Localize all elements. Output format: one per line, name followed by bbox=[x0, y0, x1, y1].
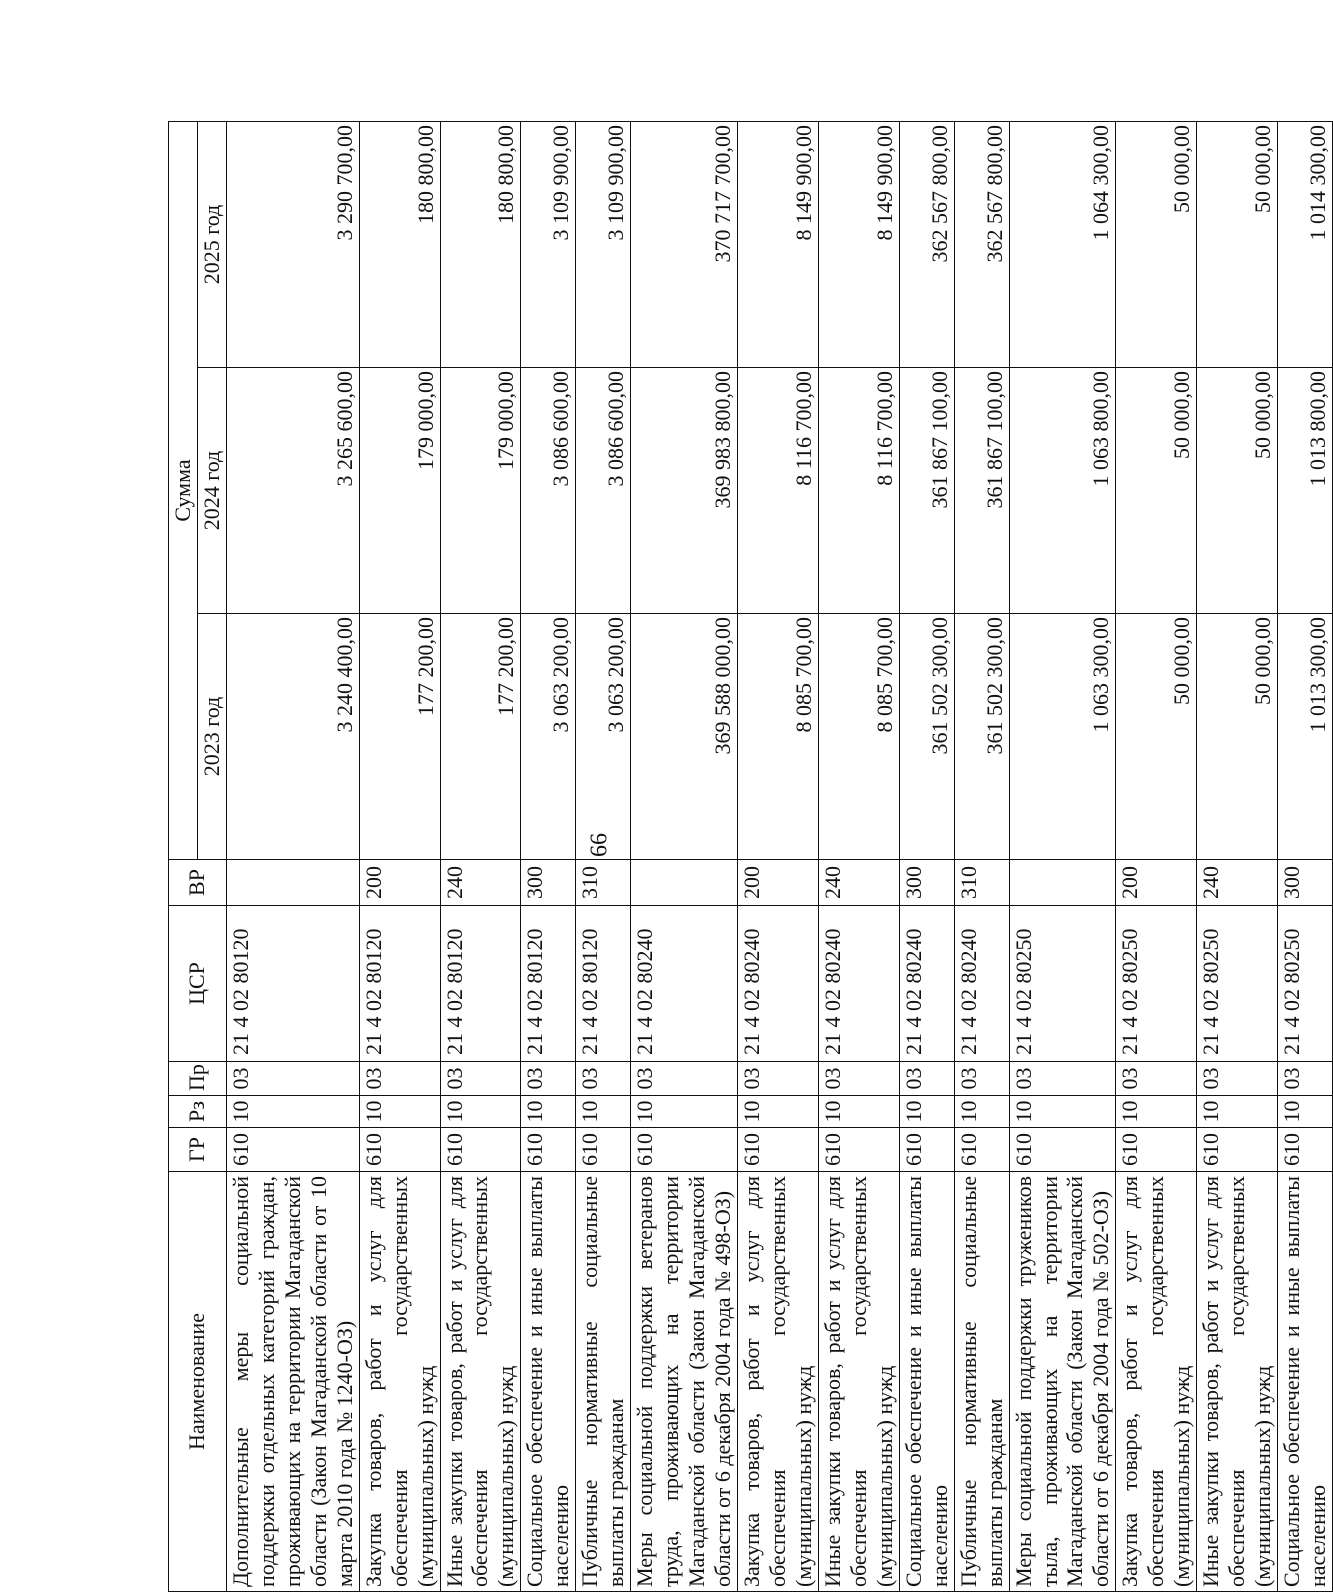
row-name: Социальное обеспечение и иные выплаты населению bbox=[899, 1172, 954, 1592]
row-vr: 310 bbox=[576, 860, 631, 906]
row-csr: 21 4 02 80250 bbox=[1116, 906, 1197, 1062]
row-csr: 21 4 02 80240 bbox=[738, 906, 819, 1062]
row-vr: 200 bbox=[359, 860, 440, 906]
row-vr: 240 bbox=[440, 860, 521, 906]
row-sum-2024: 3 086 600,00 bbox=[576, 368, 631, 614]
row-sum-2024: 3 265 600,00 bbox=[226, 368, 359, 614]
row-sum-2023: 50 000,00 bbox=[1116, 614, 1197, 860]
row-name: Меры социальной поддержки ветеранов труда, проживающих на территории Магаданской области (Закон Магаданской области от 6 декабря 2004 года № 498-ОЗ) bbox=[631, 1172, 738, 1592]
header-sum: Сумма bbox=[169, 122, 198, 860]
row-sum-2025: 362 567 800,00 bbox=[899, 122, 954, 368]
row-gr: 610 bbox=[359, 1128, 440, 1172]
row-rz: 10 bbox=[738, 1096, 819, 1128]
row-sum-2024: 179 000,00 bbox=[359, 368, 440, 614]
row-sum-2023: 361 502 300,00 bbox=[899, 614, 954, 860]
row-vr: 300 bbox=[899, 860, 954, 906]
row-pr: 03 bbox=[1116, 1062, 1197, 1096]
row-sum-2025: 1 064 300,00 bbox=[1009, 122, 1116, 368]
rotated-table-container bbox=[168, 122, 1331, 1592]
row-name: Иные закупки товаров, работ и услуг для обеспечения государственных (муниципальных) нужд bbox=[1197, 1172, 1278, 1592]
row-rz: 10 bbox=[576, 1096, 631, 1128]
table-row bbox=[631, 122, 738, 1592]
row-csr: 21 4 02 80240 bbox=[631, 906, 738, 1062]
table-row bbox=[899, 122, 954, 1592]
header-vr: ВР bbox=[169, 860, 227, 906]
row-name: Закупка товаров, работ и услуг для обеспечения государственных (муниципальных) нужд bbox=[359, 1172, 440, 1592]
row-sum-2024: 50 000,00 bbox=[1116, 368, 1197, 614]
row-rz: 10 bbox=[1116, 1096, 1197, 1128]
row-csr: 21 4 02 80240 bbox=[954, 906, 1009, 1062]
row-gr: 610 bbox=[738, 1128, 819, 1172]
row-gr: 610 bbox=[1197, 1128, 1278, 1172]
row-sum-2024: 369 983 800,00 bbox=[631, 368, 738, 614]
table-row bbox=[954, 122, 1009, 1592]
row-csr: 21 4 02 80250 bbox=[1009, 906, 1116, 1062]
row-vr: 200 bbox=[738, 860, 819, 906]
row-sum-2025: 362 567 800,00 bbox=[954, 122, 1009, 368]
row-vr: 310 bbox=[954, 860, 1009, 906]
row-csr: 21 4 02 80120 bbox=[359, 906, 440, 1062]
table-row bbox=[818, 122, 899, 1592]
row-sum-2023: 177 200,00 bbox=[440, 614, 521, 860]
row-gr: 610 bbox=[818, 1128, 899, 1172]
table-row bbox=[1278, 122, 1333, 1592]
row-sum-2023: 3 063 200,00 bbox=[521, 614, 576, 860]
table-row bbox=[1197, 122, 1278, 1592]
row-sum-2025: 3 109 900,00 bbox=[521, 122, 576, 368]
row-csr: 21 4 02 80240 bbox=[899, 906, 954, 1062]
row-sum-2025: 50 000,00 bbox=[1116, 122, 1197, 368]
header-gr: ГР bbox=[169, 1128, 227, 1172]
row-rz: 10 bbox=[521, 1096, 576, 1128]
row-sum-2025: 3 109 900,00 bbox=[576, 122, 631, 368]
row-sum-2023: 50 000,00 bbox=[1197, 614, 1278, 860]
row-rz: 10 bbox=[226, 1096, 359, 1128]
row-gr: 610 bbox=[954, 1128, 1009, 1172]
row-sum-2025: 180 800,00 bbox=[359, 122, 440, 368]
row-sum-2025: 180 800,00 bbox=[440, 122, 521, 368]
row-sum-2024: 50 000,00 bbox=[1197, 368, 1278, 614]
row-gr: 610 bbox=[1116, 1128, 1197, 1172]
row-gr: 610 bbox=[521, 1128, 576, 1172]
row-csr: 21 4 02 80120 bbox=[440, 906, 521, 1062]
row-vr bbox=[226, 860, 359, 906]
row-sum-2025: 8 149 900,00 bbox=[738, 122, 819, 368]
row-sum-2024: 1 013 800,00 bbox=[1278, 368, 1333, 614]
row-rz: 10 bbox=[954, 1096, 1009, 1128]
row-pr: 03 bbox=[359, 1062, 440, 1096]
row-sum-2025: 50 000,00 bbox=[1197, 122, 1278, 368]
row-sum-2024: 3 086 600,00 bbox=[521, 368, 576, 614]
row-vr bbox=[1009, 860, 1116, 906]
row-sum-2023: 361 502 300,00 bbox=[954, 614, 1009, 860]
header-name: Наименование bbox=[169, 1172, 227, 1592]
table-row bbox=[576, 122, 631, 1592]
row-name: Закупка товаров, работ и услуг для обеспечения государственных (муниципальных) нужд bbox=[1116, 1172, 1197, 1592]
row-rz: 10 bbox=[899, 1096, 954, 1128]
row-sum-2023: 8 085 700,00 bbox=[738, 614, 819, 860]
row-gr: 610 bbox=[631, 1128, 738, 1172]
table-row bbox=[738, 122, 819, 1592]
row-sum-2024: 1 063 800,00 bbox=[1009, 368, 1116, 614]
row-pr: 03 bbox=[1197, 1062, 1278, 1096]
table-row bbox=[1009, 122, 1116, 1592]
row-csr: 21 4 02 80250 bbox=[1197, 906, 1278, 1062]
row-name: Социальное обеспечение и иные выплаты населению bbox=[521, 1172, 576, 1592]
row-vr: 300 bbox=[521, 860, 576, 906]
header-row bbox=[169, 122, 198, 1592]
row-name: Меры социальной поддержки тружеников тыла, проживающих на территории Магаданской области (Закон Магаданской области от 6 декабря 2004 года № 502-ОЗ) bbox=[1009, 1172, 1116, 1592]
row-pr: 03 bbox=[954, 1062, 1009, 1096]
row-sum-2023: 8 085 700,00 bbox=[818, 614, 899, 860]
table-row bbox=[359, 122, 440, 1592]
row-pr: 03 bbox=[631, 1062, 738, 1096]
row-csr: 21 4 02 80120 bbox=[576, 906, 631, 1062]
row-pr: 03 bbox=[1278, 1062, 1333, 1096]
row-rz: 10 bbox=[631, 1096, 738, 1128]
row-sum-2024: 361 867 100,00 bbox=[899, 368, 954, 614]
header-csr: ЦСР bbox=[169, 906, 227, 1062]
row-name: Иные закупки товаров, работ и услуг для обеспечения государственных (муниципальных) нужд bbox=[440, 1172, 521, 1592]
row-sum-2023: 3 063 200,00 bbox=[576, 614, 631, 860]
row-vr: 240 bbox=[818, 860, 899, 906]
row-pr: 03 bbox=[818, 1062, 899, 1096]
row-gr: 610 bbox=[576, 1128, 631, 1172]
row-csr: 21 4 02 80120 bbox=[226, 906, 359, 1062]
row-gr: 610 bbox=[1009, 1128, 1116, 1172]
header-2025: 2025 год bbox=[197, 122, 226, 368]
row-vr: 300 bbox=[1278, 860, 1333, 906]
header-rz: Рз bbox=[169, 1096, 227, 1128]
header-2023: 2023 год bbox=[197, 614, 226, 860]
row-csr: 21 4 02 80240 bbox=[818, 906, 899, 1062]
row-rz: 10 bbox=[1009, 1096, 1116, 1128]
row-sum-2023: 3 240 400,00 bbox=[226, 614, 359, 860]
table-row bbox=[440, 122, 521, 1592]
row-rz: 10 bbox=[1278, 1096, 1333, 1128]
row-name: Закупка товаров, работ и услуг для обеспечения государственных (муниципальных) нужд bbox=[738, 1172, 819, 1592]
header-2024: 2024 год bbox=[197, 368, 226, 614]
row-sum-2025: 1 014 300,00 bbox=[1278, 122, 1333, 368]
row-pr: 03 bbox=[576, 1062, 631, 1096]
table-row bbox=[226, 122, 359, 1592]
row-rz: 10 bbox=[440, 1096, 521, 1128]
row-rz: 10 bbox=[818, 1096, 899, 1128]
row-name: Иные закупки товаров, работ и услуг для обеспечения государственных (муниципальных) нужд bbox=[818, 1172, 899, 1592]
row-sum-2023: 1 013 300,00 bbox=[1278, 614, 1333, 860]
row-csr: 21 4 02 80250 bbox=[1278, 906, 1333, 1062]
row-vr: 240 bbox=[1197, 860, 1278, 906]
row-name: Публичные нормативные социальные выплаты гражданам bbox=[576, 1172, 631, 1592]
row-gr: 610 bbox=[226, 1128, 359, 1172]
row-sum-2025: 8 149 900,00 bbox=[818, 122, 899, 368]
row-gr: 610 bbox=[899, 1128, 954, 1172]
row-pr: 03 bbox=[899, 1062, 954, 1096]
row-vr: 200 bbox=[1116, 860, 1197, 906]
row-sum-2024: 179 000,00 bbox=[440, 368, 521, 614]
row-pr: 03 bbox=[226, 1062, 359, 1096]
row-pr: 03 bbox=[521, 1062, 576, 1096]
header-pr: Пр bbox=[169, 1062, 227, 1096]
row-sum-2025: 370 717 700,00 bbox=[631, 122, 738, 368]
row-rz: 10 bbox=[359, 1096, 440, 1128]
row-gr: 610 bbox=[1278, 1128, 1333, 1172]
row-pr: 03 bbox=[440, 1062, 521, 1096]
row-name: Публичные нормативные социальные выплаты гражданам bbox=[954, 1172, 1009, 1592]
table-row bbox=[521, 122, 576, 1592]
row-rz: 10 bbox=[1197, 1096, 1278, 1128]
budget-table bbox=[168, 121, 1333, 1592]
row-sum-2024: 361 867 100,00 bbox=[954, 368, 1009, 614]
row-name: Дополнительные меры социальной поддержки отдельных категорий граждан, проживающих на территории Магаданской области (Закон Магаданской области от 10 марта 2010 года № 1240-ОЗ) bbox=[226, 1172, 359, 1592]
table-row bbox=[1116, 122, 1197, 1592]
row-gr: 610 bbox=[440, 1128, 521, 1172]
row-sum-2023: 369 588 000,00 bbox=[631, 614, 738, 860]
row-sum-2025: 3 290 700,00 bbox=[226, 122, 359, 368]
row-pr: 03 bbox=[1009, 1062, 1116, 1096]
row-pr: 03 bbox=[738, 1062, 819, 1096]
row-vr bbox=[631, 860, 738, 906]
row-sum-2024: 8 116 700,00 bbox=[818, 368, 899, 614]
page-number: 66 bbox=[586, 833, 613, 857]
row-csr: 21 4 02 80120 bbox=[521, 906, 576, 1062]
row-sum-2023: 1 063 300,00 bbox=[1009, 614, 1116, 860]
row-name: Социальное обеспечение и иные выплаты населению bbox=[1278, 1172, 1333, 1592]
row-sum-2024: 8 116 700,00 bbox=[738, 368, 819, 614]
row-sum-2023: 177 200,00 bbox=[359, 614, 440, 860]
